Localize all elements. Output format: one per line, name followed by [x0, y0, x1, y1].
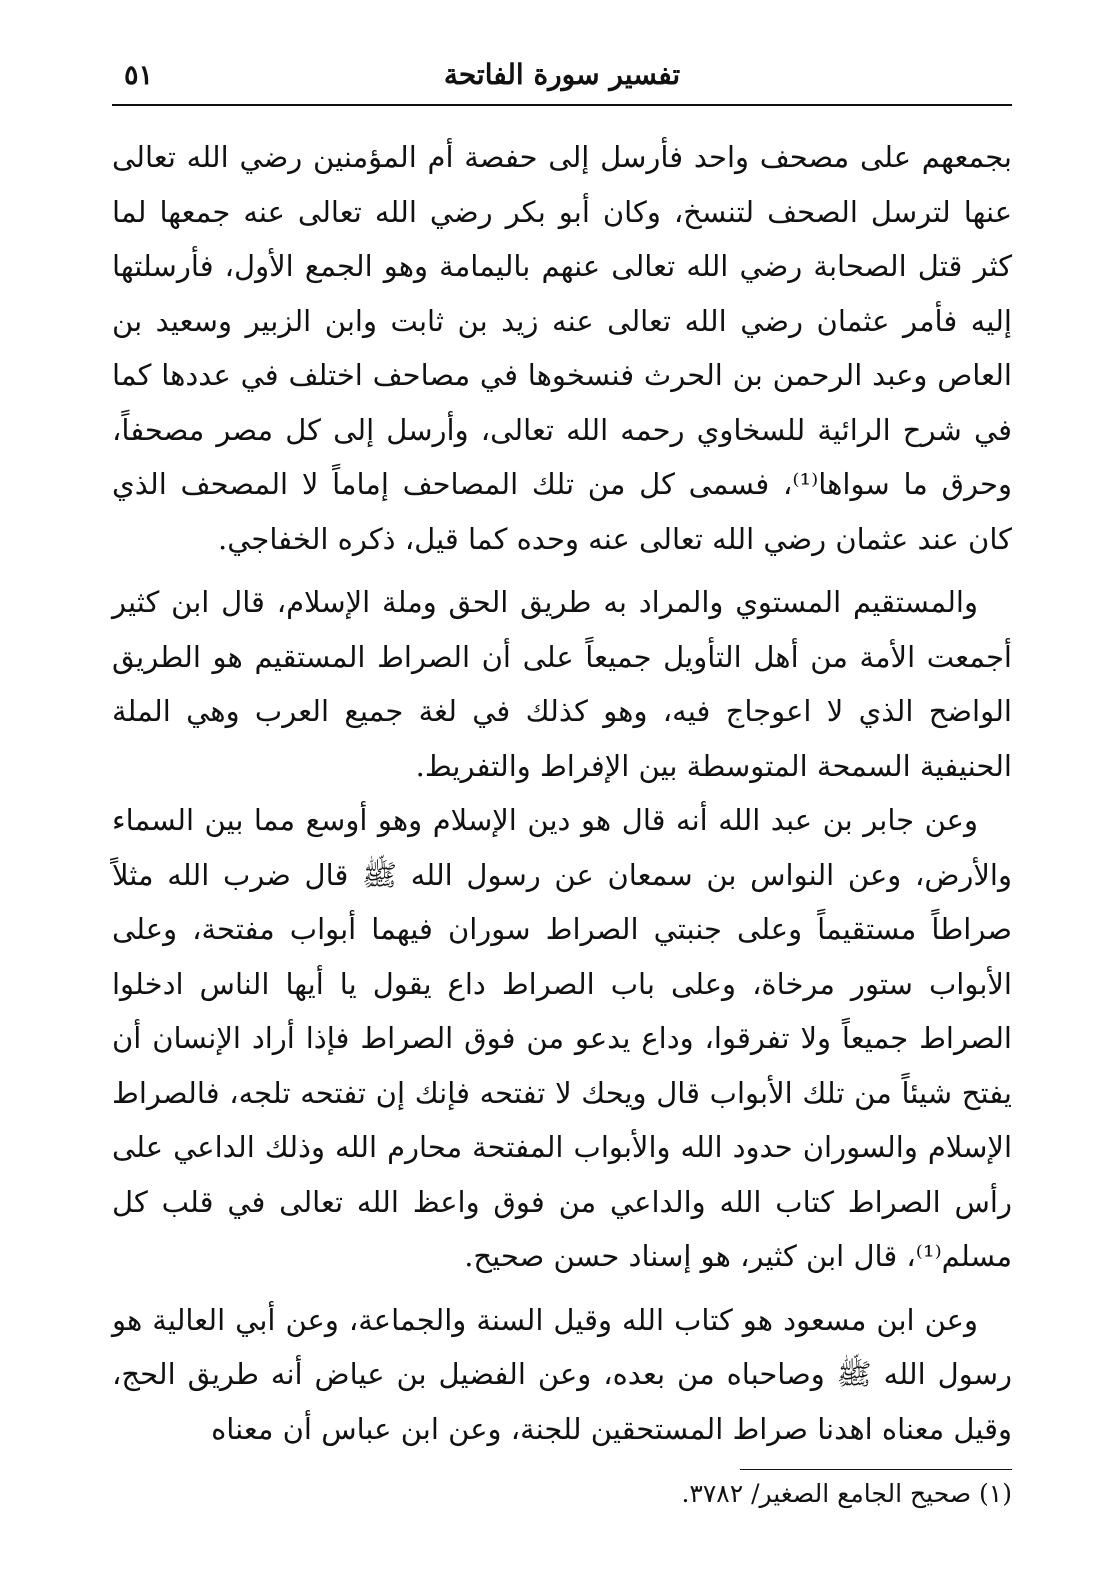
page-header — [112, 52, 1012, 104]
paragraph-2: والمستقيم المستوي والمراد به طريق الحق وملة الإسلام، قال ابن كثير أجمعت الأمة من أهل التأويل جميعاً على أن الصراط المستقيم هو الطريق الواضح الذي لا اعوجاج فيه، وهو كذلك في لغة جميع العرب وهي الملة الحنيفية السمحة المتوسطة بين الإفراط والتفريط. — [112, 585, 1012, 783]
paragraph-3: وعن جابر بن عبد الله أنه قال هو دين الإسلام وهو أوسع مما بين السماء والأرض، وعن النواس بن سمعان عن رسول الله ﷺ قال ضرب الله مثلاً صراطاً مستقيماً وعلى جنبتي الصراط سوران فيهما أبواب مفتحة، وعلى الأبواب ستور مرخاة، وعلى باب الصراط داع يقول يا أيها الناس ادخلوا الصراط جميعاً ولا تفرقوا، وداع يدعو من فوق الصراط فإذا أراد الإنسان أن يفتح شيئاً من تلك الأبواب قال ويحك لا تفتحه فإنك إن تفتحه تلجه، فالصراط الإسلام والسوران حدود الله والأبواب المفتحة محارم الله وذلك الداعي على رأس الصراط كتاب الله والداعي من فوق واعظ الله تعالى في قلب كل مسلم⁽¹⁾، قال ابن كثير، هو إسناد حسن صحيح. — [112, 803, 1012, 1273]
header-divider — [112, 104, 1012, 106]
body-text — [112, 130, 1012, 1456]
page-number: ٥١ — [124, 60, 154, 91]
footnote: (١) صحيح الجامع الصغير/ ٣٧٨٢. — [681, 1479, 1012, 1508]
footnote-divider — [740, 1469, 1012, 1470]
paragraph-4: وعن ابن مسعود هو كتاب الله وقيل السنة والجماعة، وعن أبي العالية هو رسول الله ﷺ وصاحباه من بعده، وعن الفضيل بن عياض أنه طريق الحج، وقيل معناه اهدنا صراط المستحقين للجنة، وعن ابن عباس أن معناه — [112, 1302, 1012, 1446]
paragraph-1: بجمعهم على مصحف واحد فأرسل إلى حفصة أم المؤمنين رضي الله تعالى عنها لترسل الصحف لتنسخ، وكان أبو بكر رضي الله تعالى عنه جمعها لما كثر قتل الصحابة رضي الله تعالى عنهم باليمامة وهو الجمع الأول، فأرسلتها إليه فأمر عثمان رضي الله تعالى عنه زيد بن ثابت وابن الزبير وسعيد بن العاص وعبد الرحمن بن الحرث فنسخوها في مصاحف اختلف في عددها كما في شرح الرائية للسخاوي رحمه الله تعالى، وأرسل إلى كل مصر مصحفاً، وحرق ما سواها⁽¹⁾، فسمى كل من تلك المصاحف إماماً لا المصحف الذي كان عند عثمان رضي الله تعالى عنه وحده كما قيل، ذكره الخفاجي. — [112, 140, 1012, 556]
running-title: تفسير سورة الفاتحة — [443, 58, 681, 91]
